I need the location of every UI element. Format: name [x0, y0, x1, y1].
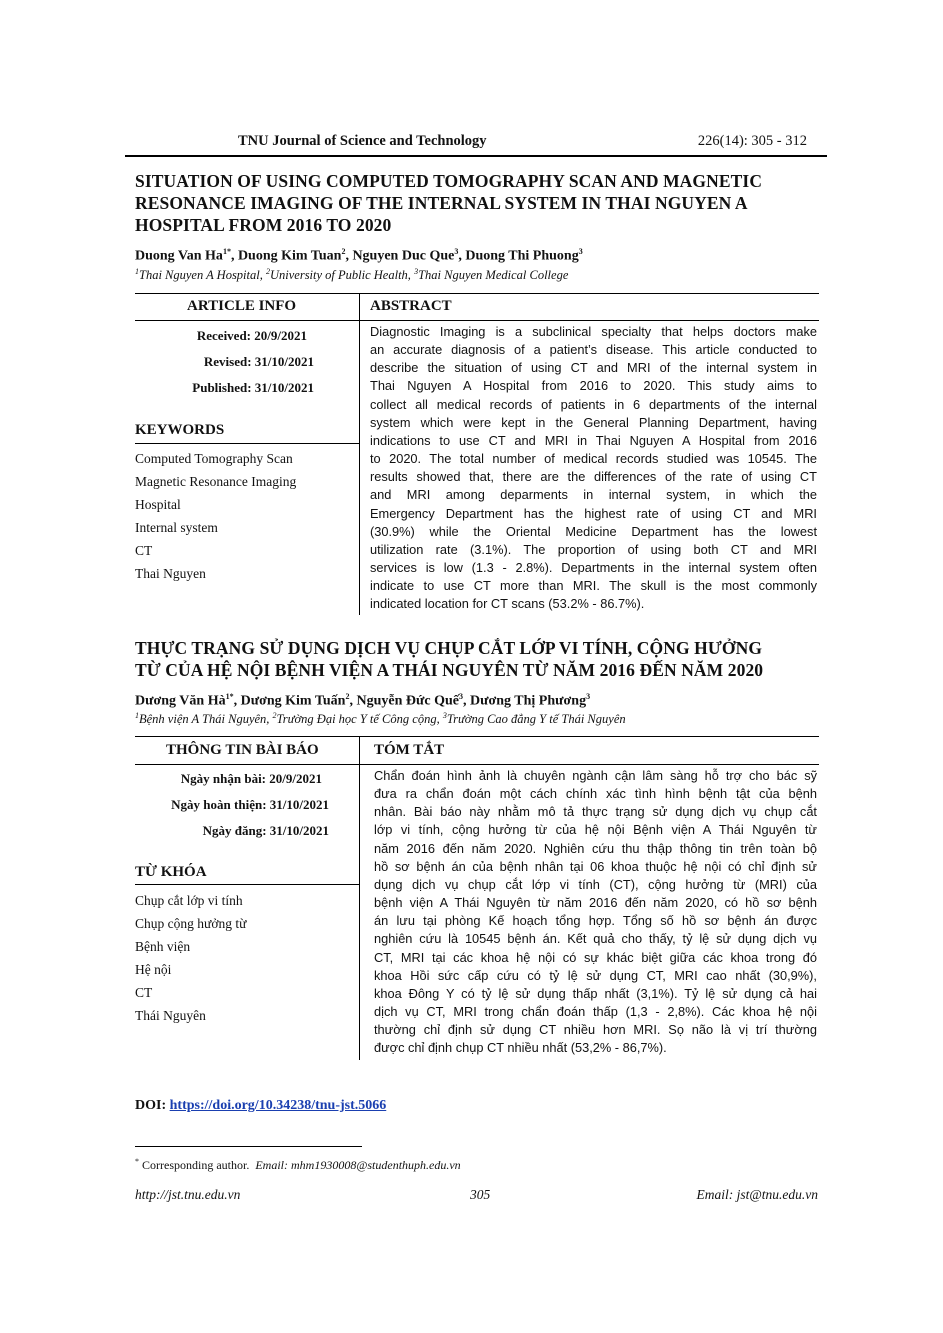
divider — [135, 443, 359, 444]
published-date: Published: 31/10/2021 — [192, 380, 314, 395]
column-divider — [359, 736, 360, 1060]
english-affiliations: $^1$Thai Nguyen A Hospital, $^2$University of Public Health, $^3$Thai Nguyen Medical College — [135, 267, 569, 283]
footnote-label: Corresponding author. — [142, 1158, 250, 1172]
abstract-line: bệnh viện A Thái Nguyên từ năm 2016 đến năm 2020, có hồ sơ bệnh — [374, 895, 817, 911]
abstract-line: nghiên cứu là 10545 bệnh án. Kết quả cho thấy, tỷ lệ sử dụng dịch vụ — [374, 931, 817, 947]
keywords-list-vi — [135, 889, 246, 1027]
volume-pages: 226(14): 305 - 312 — [697, 133, 807, 149]
page-number: 305 — [470, 1187, 491, 1202]
vietnamese-abstract — [374, 767, 817, 1058]
abstract-line: results showed that, there are the differences of the rate of using CT — [370, 469, 817, 485]
abstract-line: system which were kept in the General Planning Department, having — [370, 414, 817, 430]
abstract-line: hồ sơ bệnh án của bệnh nhân tại 06 khoa thuộc hệ nội có chỉ định sử — [374, 858, 817, 874]
keyword: Thai Nguyen — [135, 566, 206, 581]
abstract-line: khoa Đông Y có tỷ lệ sử dụng thấp nhất (3,1%). Tỷ lệ sử dụng cả hai — [374, 985, 817, 1001]
keyword: CT — [135, 543, 153, 558]
abstract-line: an accurate diagnosis of a patient’s disease. This article conducted to — [370, 342, 817, 358]
abstract-line: describe the situation of using CT and MRI of the internal system in — [370, 360, 817, 376]
column-divider — [359, 293, 360, 615]
abstract-line: services is low (1.3 - 2.8%). Departments in the internal system often — [370, 560, 817, 576]
divider — [135, 884, 359, 885]
abstract-line: năm 2016 đến năm 2020. Nghiên cứu thu thập thông tin trên toàn bộ — [374, 840, 817, 856]
abstract-line: CT, MRI tại các khoa hệ nội có sự khác biệt giữa các khoa trong đó — [374, 949, 817, 965]
english-title-line: SITUATION OF USING COMPUTED TOMOGRAPHY SCAN AND MAGNETIC — [135, 171, 763, 191]
divider — [359, 764, 819, 765]
abstract-line: lớp vi tính, cộng hưởng từ của hệ nội Bệnh viện A Thái Nguyên từ — [374, 822, 817, 838]
vietnamese-title-line: THỰC TRẠNG SỬ DỤNG DỊCH VỤ CHỤP CẮT LỚP VI TÍNH, CỘNG HƯỞNG — [135, 638, 763, 658]
english-title — [135, 170, 835, 236]
divider — [359, 320, 819, 321]
abstract-line: Emergency Department has the highest rate of using CT and MRI — [370, 505, 817, 521]
received-date: Received: 20/9/2021 — [196, 328, 307, 343]
abstract-line: Thai Nguyen A Hospital from 2016 to 2020. This study aims to — [370, 378, 817, 394]
footnote-email: Email: mhm1930008@studenthuph.edu.vn — [255, 1158, 461, 1172]
footer-email: Email: jst@tnu.edu.vn — [696, 1187, 818, 1202]
abstract-line: dụng dịch vụ chụp cắt lớp vi tính (CT), cộng hưởng từ (MRI) của — [374, 876, 817, 892]
english-abstract — [370, 323, 817, 614]
abstract-line: indicate to use CT more than MRI. The skull is the most commonly — [370, 578, 817, 594]
abstract-line: án lưu tại phòng Kế hoạch tổng hợp. Tổng số hồ sơ bệnh án được — [374, 913, 817, 929]
abstract-line: đưa ra chẩn đoán một cách chính xác tình hình bệnh tật của bệnh — [374, 786, 817, 802]
article-info-heading: ARTICLE INFO — [187, 298, 297, 314]
keywords-list — [135, 447, 296, 585]
doi-line — [135, 1098, 386, 1114]
abstract-line: to 2020. The total number of medical records studied was 10545. The — [370, 451, 817, 467]
abstract-line: được chỉ định chụp CT nhiều nhất (53,2% - 86,7%). — [374, 1040, 667, 1056]
abstract-line: khoa Hồi sức cấp cứu có tỷ lệ sử dụng CT, MRI cao nhất (30,9%), — [374, 967, 817, 983]
keyword: Computed Tomography Scan — [135, 451, 293, 466]
divider — [135, 320, 359, 321]
english-title-line: HOSPITAL FROM 2016 TO 2020 — [135, 215, 392, 235]
abstract-line: dịch vụ CT, MRI trong chẩn đoán thấp (1,3 - 2,8%). Các khoa hệ nội — [374, 1004, 817, 1020]
english-authors: Duong Van $Ha^{1*}$, Duong Kim Tuan$^2$, Nguyen Duc Que$^3$, Duong Thi Phuong$^3$ — [135, 247, 583, 264]
abstract-line: indications to use CT and MRI in Thai Nguyen A Hospital from 2016 — [370, 432, 817, 448]
doi-label: DOI: — [135, 1098, 167, 1113]
abstract-heading-vi: TÓM TẮT — [374, 742, 445, 758]
english-title-line: RESONANCE IMAGING OF THE INTERNAL SYSTEM IN THAI NGUYEN A — [135, 193, 748, 213]
keyword: Bệnh viện — [135, 939, 191, 954]
keyword: Internal system — [135, 520, 218, 535]
keyword: CT — [135, 985, 153, 1000]
abstract-line: Diagnostic Imaging is a subclinical specialty that helps doctors make — [370, 324, 817, 339]
abstract-heading: ABSTRACT — [370, 298, 452, 314]
abstract-line: utilization rate (3.1%). The proportion of using both CT and MRI — [370, 541, 817, 557]
keyword: Hospital — [135, 497, 181, 512]
keyword: Chụp cắt lớp vi tính — [135, 893, 243, 908]
footer-url: http://jst.tnu.edu.vn — [135, 1187, 241, 1202]
abstract-line: (30.9%) while the Oriental Medicine Department has the lowest — [370, 523, 817, 539]
abstract-line: indicated location for CT scans (53.2% - 86.7%). — [370, 596, 645, 612]
abstract-line: Chẩn đoán hình ảnh là chuyên ngành cận lâm sàng hỗ trợ cho bác sỹ — [374, 768, 817, 783]
vietnamese-title-line: TỪ CỦA HỆ NỘI BỆNH VIỆN A THÁI NGUYÊN TỪ NĂM 2016 ĐẾN NĂM 2020 — [135, 660, 764, 680]
received-date-vi: Ngày nhận bài: 20/9/2021 — [180, 771, 322, 786]
revised-date: Revised: 31/10/2021 — [203, 354, 314, 369]
divider — [135, 736, 819, 737]
footnote-rule — [135, 1146, 362, 1147]
divider — [135, 764, 359, 765]
keyword: Hệ nội — [135, 962, 172, 977]
running-header — [125, 133, 827, 157]
keywords-heading-vi: TỪ KHÓA — [135, 864, 207, 880]
keyword: Magnetic Resonance Imaging — [135, 474, 297, 489]
vietnamese-authors: Dương Văn $Hà^{1*}$, Dương Kim Tuấn$^2$, Nguyễn Đức Quế$^3$, Dương Thị Phương$^3$ — [135, 692, 591, 709]
divider — [135, 293, 819, 294]
abstract-line: collect all medical records of patients in 6 departments of the internal — [370, 396, 817, 412]
journal-name: TNU Journal of Science and Technology — [238, 133, 487, 149]
abstract-line: thường chỉ định sử dụng CT nhiều hơn MRI. Sọ não là vị trí thường — [374, 1022, 817, 1038]
article-info-heading-vi: THÔNG TIN BÀI BÁO — [166, 742, 319, 758]
keyword: Chụp cộng hưởng từ — [135, 916, 247, 931]
vietnamese-title — [135, 637, 835, 681]
doi-link[interactable]: https://doi.org/10.34238/tnu-jst.5066 — [169, 1098, 387, 1113]
published-date-vi: Ngày đăng: 31/10/2021 — [202, 823, 329, 838]
keyword: Thái Nguyên — [135, 1008, 206, 1023]
abstract-line: nhân. Bài báo này nhằm mô tả thực trạng sử dụng dịch vụ chụp cắt — [374, 804, 817, 820]
vietnamese-affiliations: $^1$Bệnh viện A Thái Nguyên, $^2$Trường Đại học Y tế Công cộng, $^3$Trường Cao đẳng Y tế Thái Nguyên — [135, 711, 626, 727]
abstract-line: and MRI among deparments in internal system, in which the — [370, 487, 817, 503]
keywords-heading: KEYWORDS — [135, 422, 225, 438]
revised-date-vi: Ngày hoàn thiện: 31/10/2021 — [171, 797, 329, 812]
footnote: * Corresponding author. Email: mhm1930008@studenthuph.edu.vn — [135, 1157, 461, 1172]
